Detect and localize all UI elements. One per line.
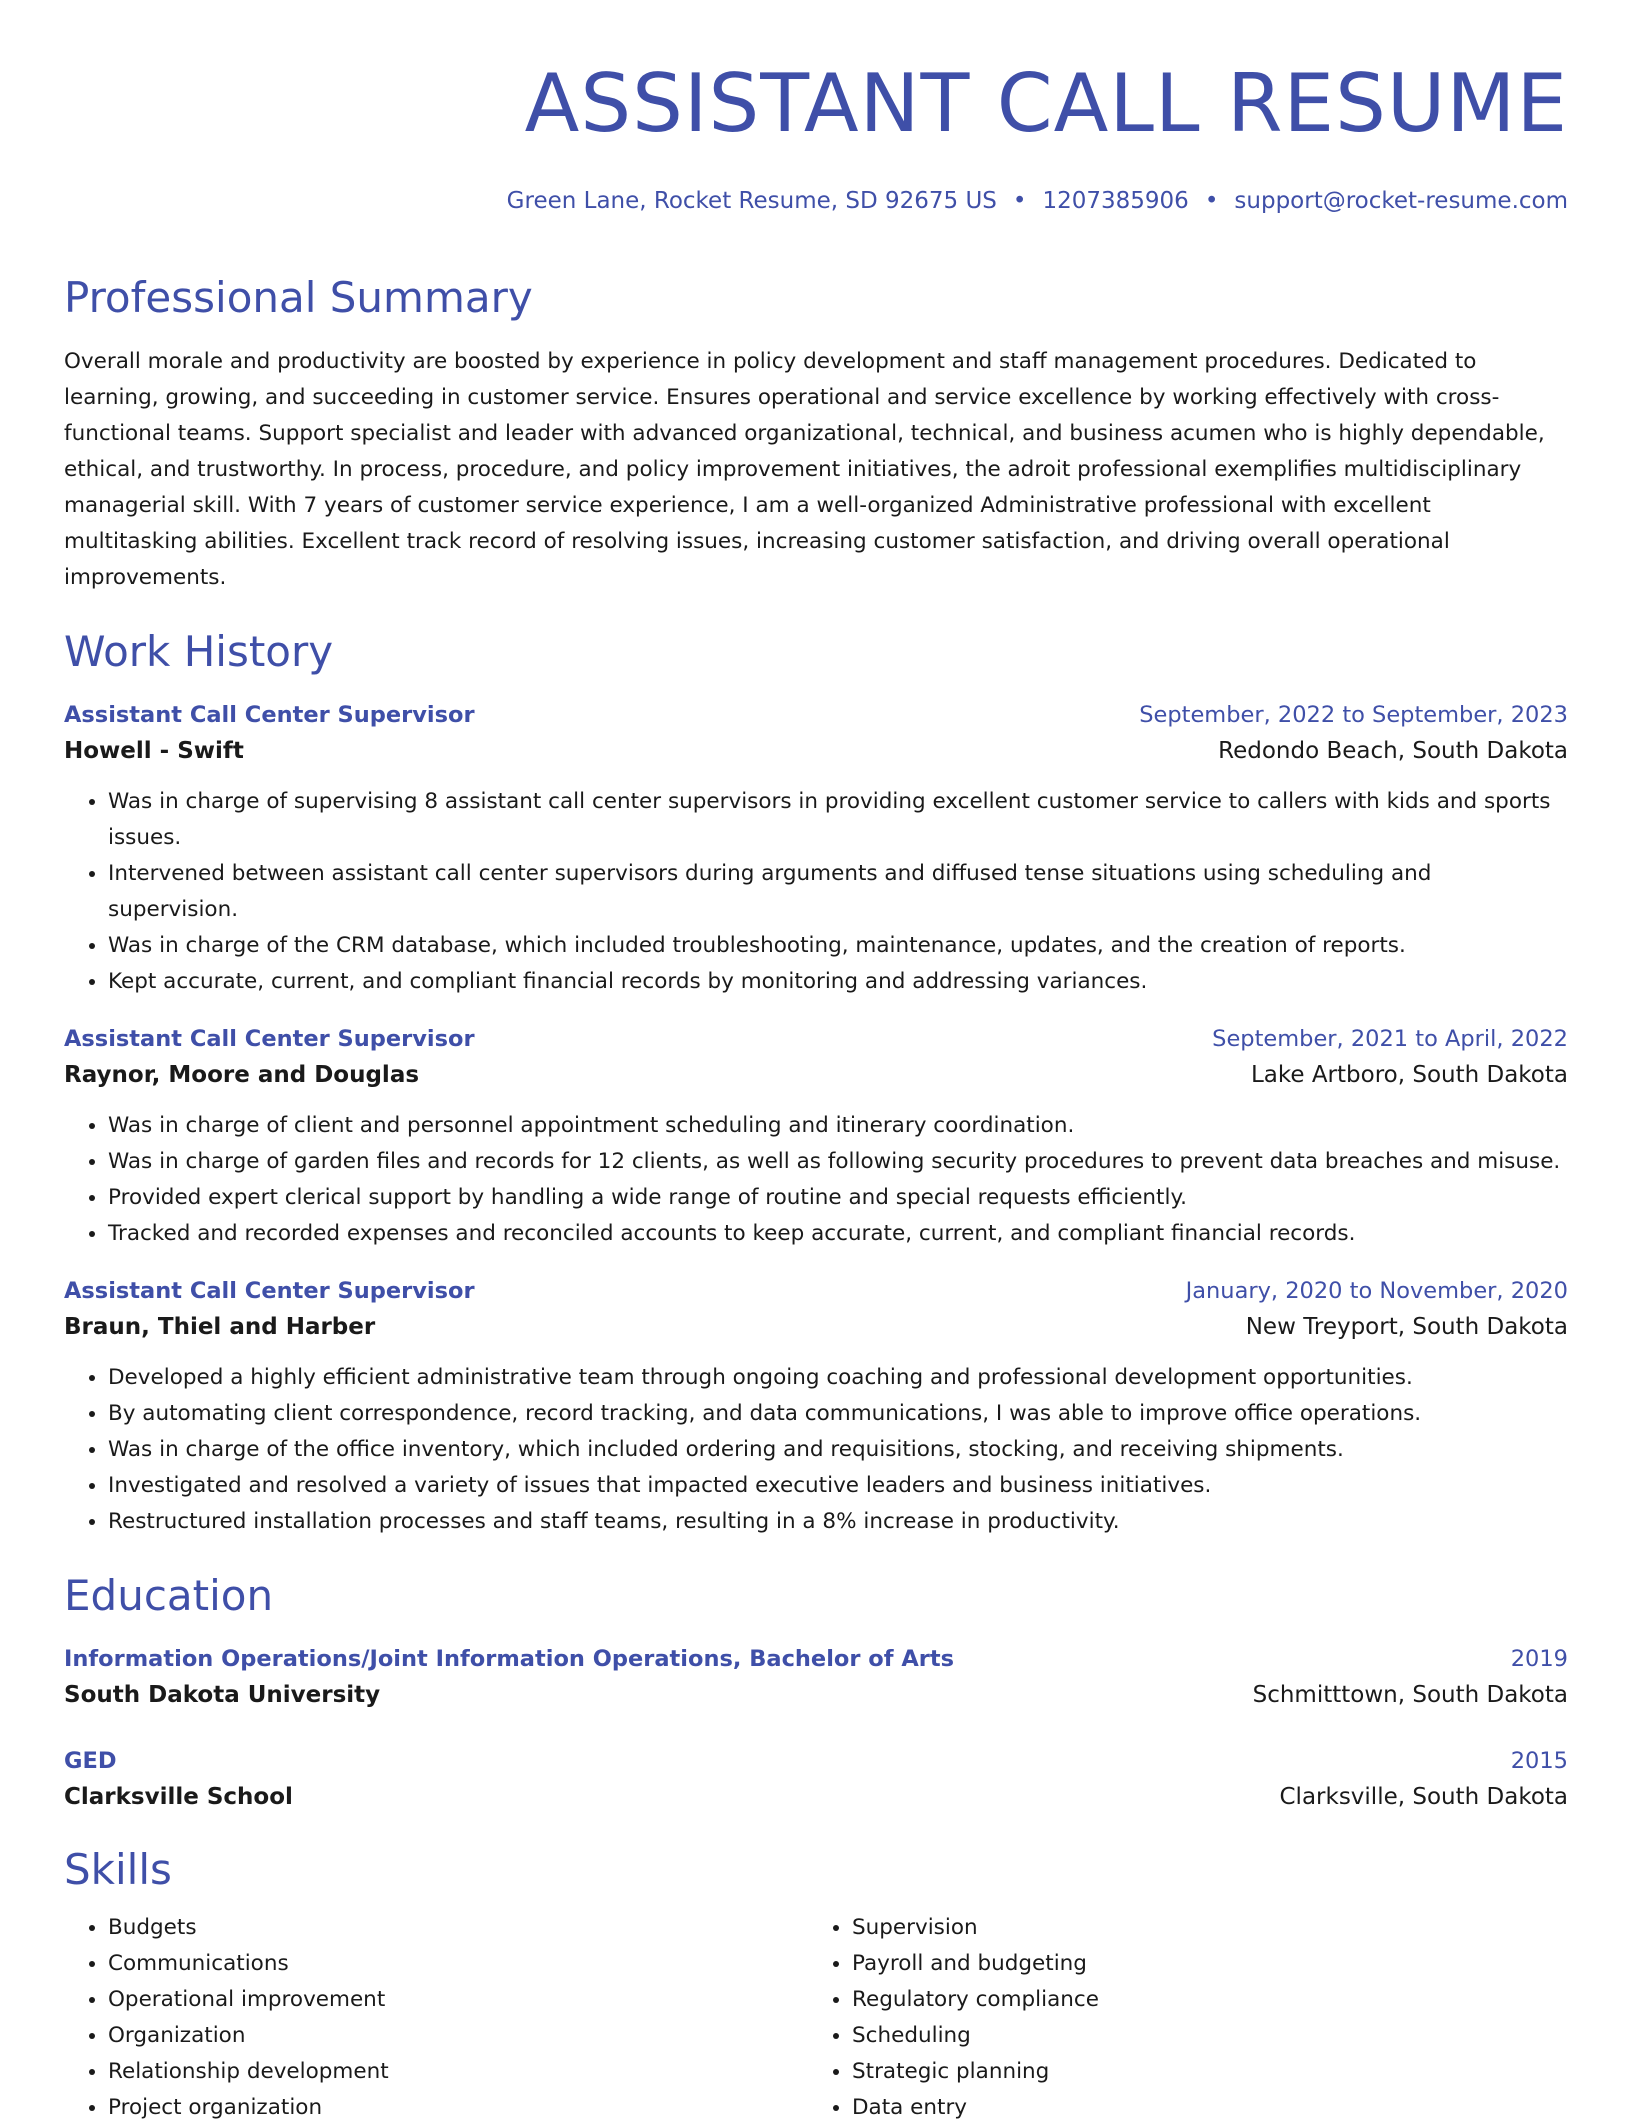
job-dates: September, 2021 to April, 2022 — [1212, 1026, 1568, 1052]
skill-item: • Budgets — [108, 1910, 808, 1946]
job-title-row — [64, 1022, 1568, 1056]
job-bullet: • Intervened between assistant call center supervisors during arguments and diffused tense situations using scheduling and supervision. — [108, 856, 1568, 928]
job-title-row — [64, 698, 1568, 732]
job-title: Assistant Call Center Supervisor — [64, 1278, 475, 1304]
job-company-row — [64, 1308, 1568, 1346]
job-location: Redondo Beach, South Dakota — [1218, 738, 1568, 764]
contact-line — [64, 186, 1568, 216]
job-bullet: • Kept accurate, current, and compliant financial records by monitoring and addressing variances. — [108, 964, 1568, 1000]
contact-phone: 1207385906 — [1042, 188, 1189, 214]
skill-item: • Project organization — [108, 2090, 808, 2126]
education-school-row — [64, 1676, 1568, 1714]
job-bullet: • Tracked and recorded expenses and reconciled accounts to keep accurate, current, and compliant financial records. — [108, 1216, 1568, 1252]
skills-columns — [64, 1910, 1568, 2126]
skill-item: • Organization — [108, 2018, 808, 2054]
skills-heading: Skills — [64, 1845, 172, 1894]
contact-address: Green Lane, Rocket Resume, SD 92675 US — [506, 188, 997, 214]
job-title-row — [64, 1274, 1568, 1308]
job-company: Raynor, Moore and Douglas — [64, 1062, 420, 1088]
job-bullet: • Was in charge of garden files and records for 12 clients, as well as following security procedures to prevent data breaches and misuse. — [108, 1144, 1568, 1180]
skill-item: • Relationship development — [108, 2054, 808, 2090]
job-bullet: • Investigated and resolved a variety of issues that impacted executive leaders and business initiatives. — [108, 1468, 1568, 1504]
skill-item: • Payroll and budgeting — [852, 1946, 1552, 1982]
education-degree-row — [64, 1642, 1568, 1676]
job-entry — [64, 1274, 1568, 1540]
education-year: 2019 — [1510, 1646, 1568, 1672]
job-company-row — [64, 1056, 1568, 1094]
job-bullet: • Provided expert clerical support by handling a wide range of routine and special requests efficiently. — [108, 1180, 1568, 1216]
education-school: South Dakota University — [64, 1682, 381, 1708]
resume-name: ASSISTANT CALL RESUME — [524, 57, 1568, 150]
resume-header — [64, 0, 1568, 216]
summary-heading: Professional Summary — [64, 273, 533, 322]
skill-item: • Regulatory compliance — [852, 1982, 1552, 2018]
work-history-heading: Work History — [64, 627, 334, 676]
job-company: Braun, Thiel and Harber — [64, 1314, 376, 1340]
job-bullet: • Developed a highly efficient administrative team through ongoing coaching and professional development opportunities. — [108, 1360, 1568, 1396]
job-location: New Treyport, South Dakota — [1245, 1314, 1568, 1340]
job-bullets — [64, 784, 1568, 1000]
skill-item: • Strategic planning — [852, 2054, 1552, 2090]
job-bullet: • Was in charge of the CRM database, which included troubleshooting, maintenance, updates, and the creation of reports. — [108, 928, 1568, 964]
contact-separator: • — [1012, 188, 1027, 214]
contact-separator: • — [1204, 188, 1219, 214]
education-degree-row — [64, 1744, 1568, 1778]
job-company-row — [64, 732, 1568, 770]
job-title: Assistant Call Center Supervisor — [64, 1026, 475, 1052]
skills-list-right — [808, 1910, 1552, 2126]
skill-item: • Data entry — [852, 2090, 1552, 2126]
job-bullet: • Restructured installation processes and staff teams, resulting in a 8% increase in productivity. — [108, 1504, 1568, 1540]
education-degree: Information Operations/Joint Information Operations, Bachelor of Arts — [64, 1646, 955, 1672]
education-location: Schmitttown, South Dakota — [1252, 1682, 1568, 1708]
job-entry — [64, 698, 1568, 1000]
skill-item: • Communications — [108, 1946, 808, 1982]
job-bullet: • Was in charge of supervising 8 assistant call center supervisors in providing excellent customer service to callers with kids and sports issues. — [108, 784, 1568, 856]
job-location: Lake Artboro, South Dakota — [1250, 1062, 1568, 1088]
education-year: 2015 — [1510, 1748, 1568, 1774]
job-dates: January, 2020 to November, 2020 — [1185, 1278, 1568, 1304]
education-entry — [64, 1642, 1568, 1714]
job-bullet: • Was in charge of the office inventory, which included ordering and requisitions, stocking, and receiving shipments. — [108, 1432, 1568, 1468]
resume-page — [64, 0, 1568, 2126]
job-bullet: • By automating client correspondence, record tracking, and data communications, I was able to improve office operations. — [108, 1396, 1568, 1432]
education-location: Clarksville, South Dakota — [1279, 1784, 1568, 1810]
education-degree: GED — [64, 1748, 117, 1774]
skill-item: • Operational improvement — [108, 1982, 808, 2018]
summary-text: Overall morale and productivity are boosted by experience in policy development and staff management procedures. Dedicated to learning, growing, and succeeding in customer service. Ensures operational and service excellence by working effectively with cross-functional teams. Support specialist and leader with advanced organizational, technical, and business acumen who is highly dependable, ethical, and trustworthy. In process, procedure, and policy improvement initiatives, the adroit professional exemplifies multidisciplinary managerial skill. With 7 years of customer service experience, I am a well-organized Administrative professional with excellent multitasking abilities. Excellent track record of resolving issues, increasing customer satisfaction, and driving overall operational improvements. — [64, 349, 1545, 590]
job-bullets — [64, 1360, 1568, 1540]
education-entry — [64, 1744, 1568, 1816]
job-title: Assistant Call Center Supervisor — [64, 702, 475, 728]
job-company: Howell - Swift — [64, 738, 244, 764]
education-school-row — [64, 1778, 1568, 1816]
skills-list-left — [64, 1910, 808, 2126]
education-school: Clarksville School — [64, 1784, 293, 1810]
education-heading: Education — [64, 1571, 274, 1620]
job-entry — [64, 1022, 1568, 1252]
contact-email: support@rocket-resume.com — [1234, 188, 1568, 214]
job-bullet: • Was in charge of client and personnel appointment scheduling and itinerary coordination. — [108, 1108, 1568, 1144]
skill-item: • Supervision — [852, 1910, 1552, 1946]
skill-item: • Scheduling — [852, 2018, 1552, 2054]
job-dates: September, 2022 to September, 2023 — [1139, 702, 1568, 728]
job-bullets — [64, 1108, 1568, 1252]
